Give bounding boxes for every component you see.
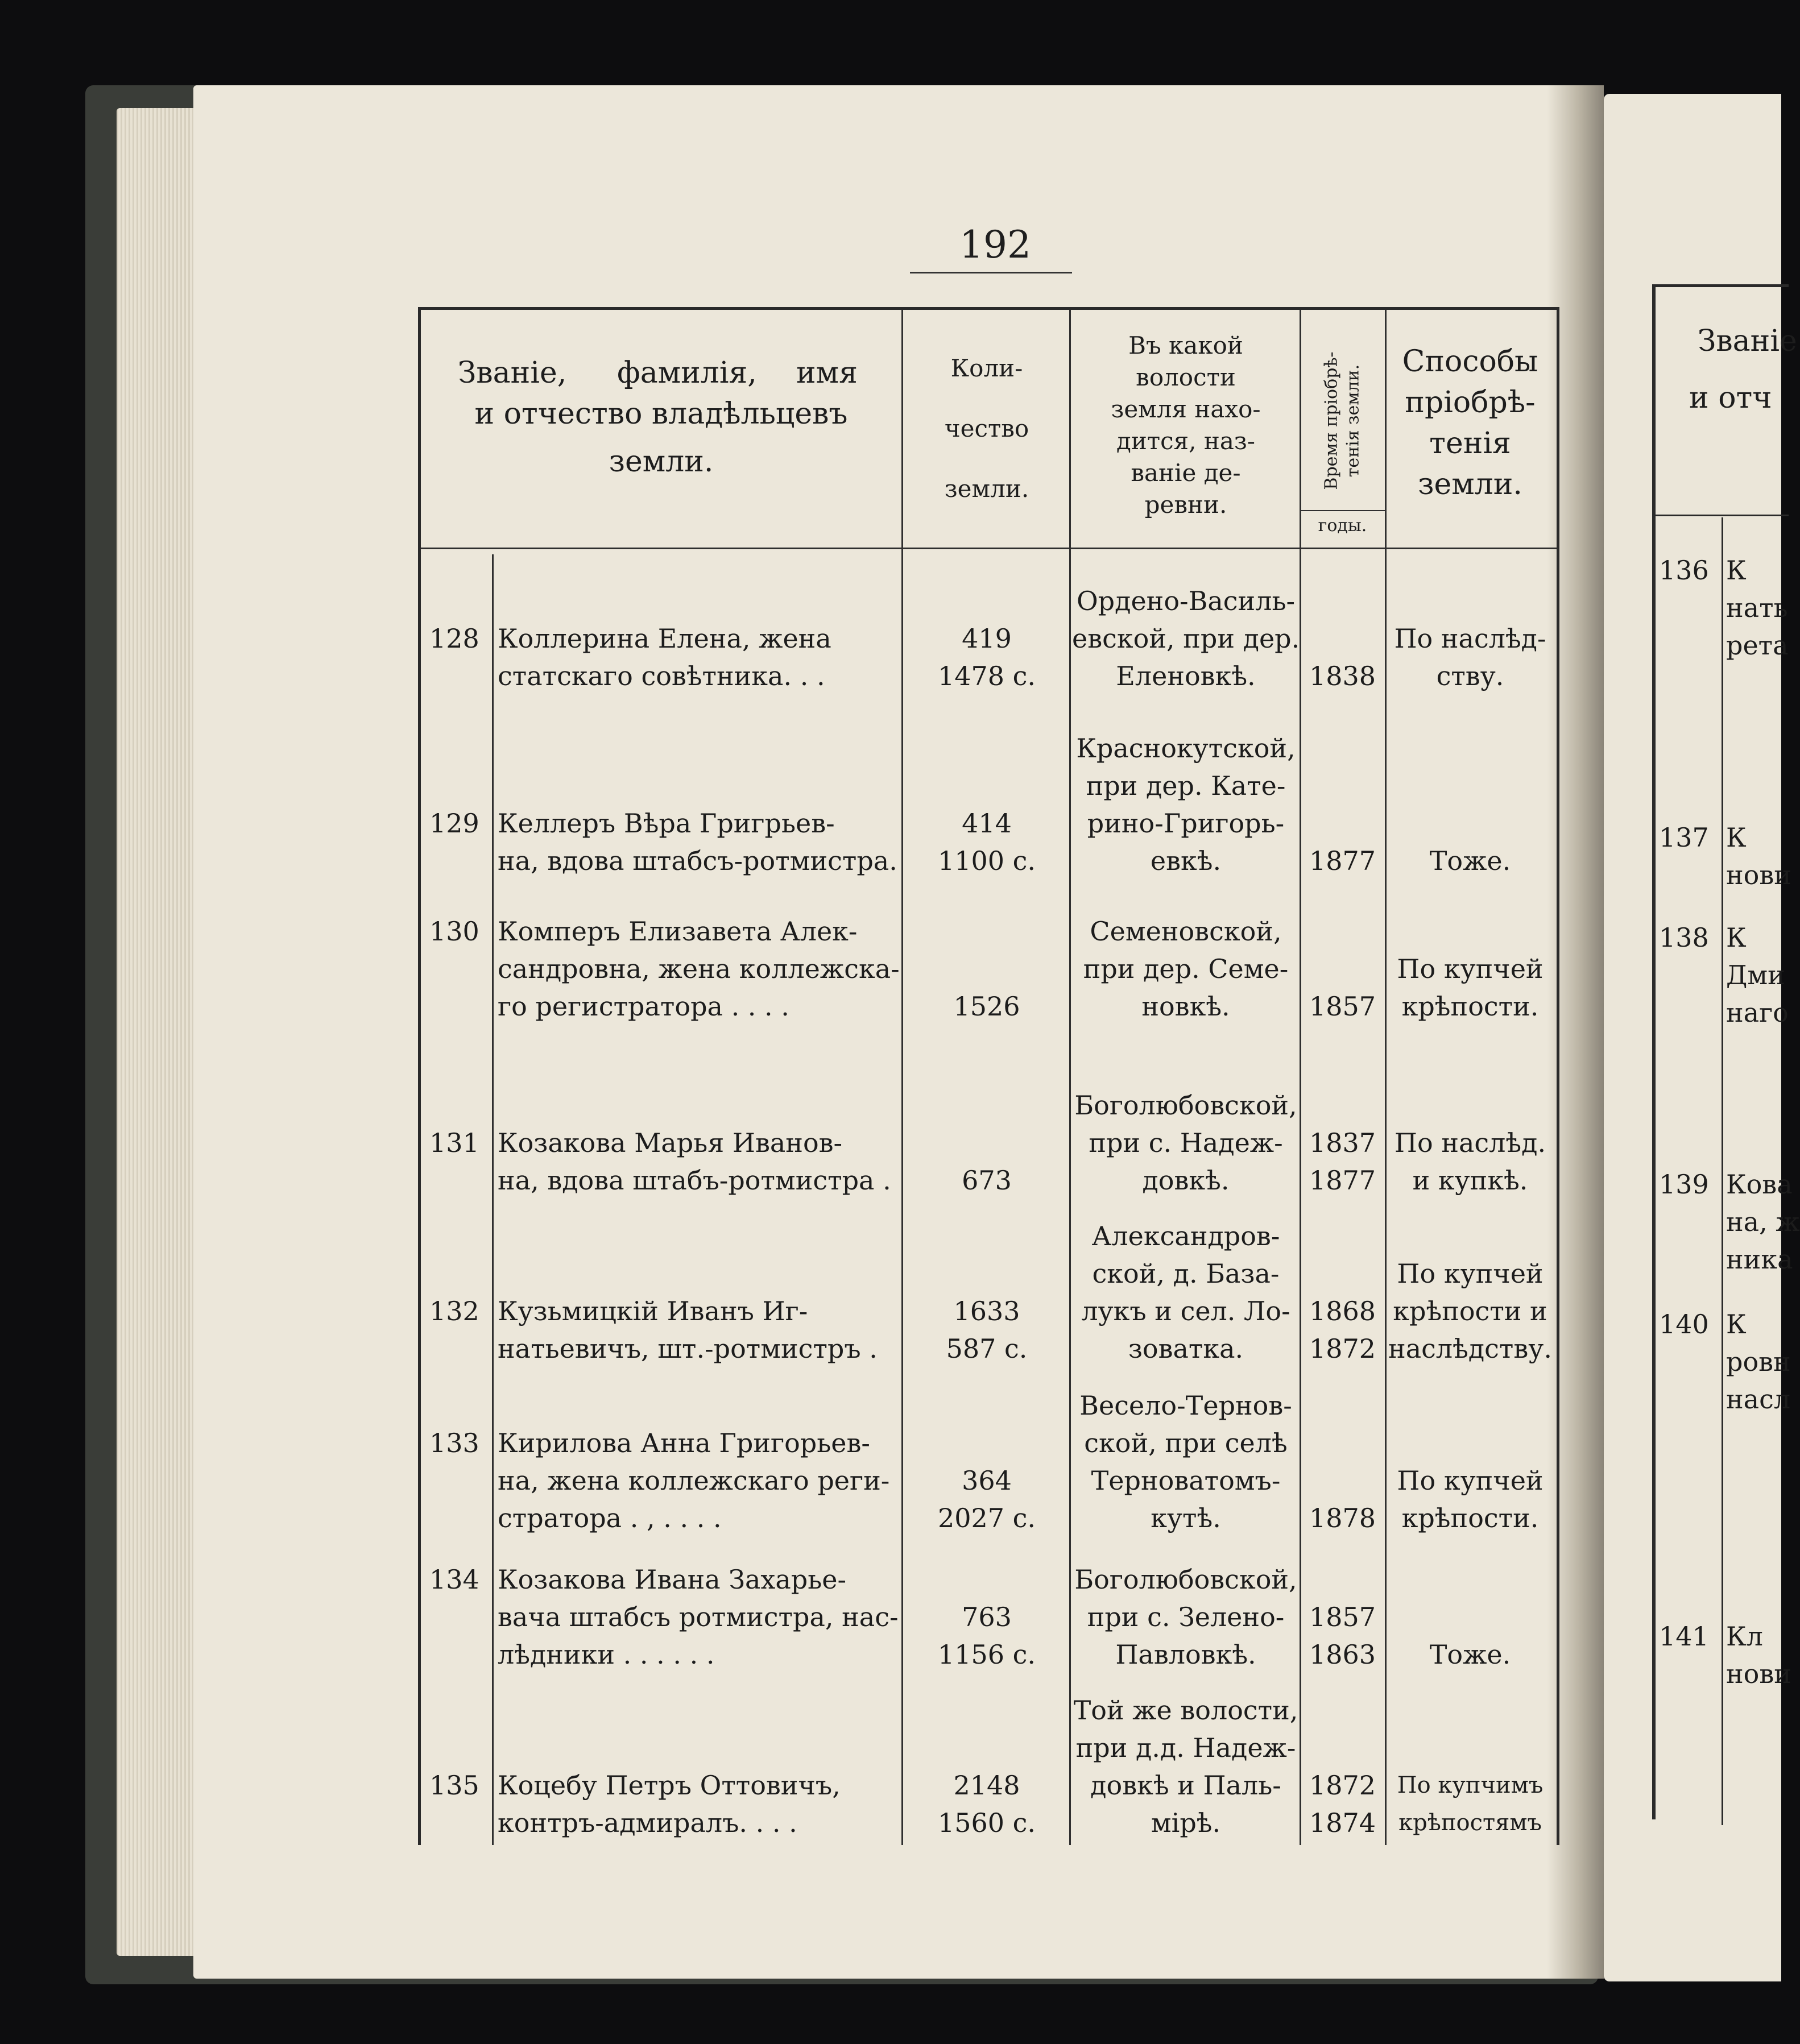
volost-location: при с. Зелено- [1087,1602,1285,1632]
next-row-fragment: Кл [1726,1621,1763,1652]
acquisition-method: По наслѣд- [1394,623,1546,654]
acquisition-year: 1874 [1309,1807,1376,1838]
row-number: 134 [429,1564,479,1595]
header-years: годы. [1318,516,1367,536]
acquisition-method: По наслѣд. [1394,1127,1546,1158]
volost-location: зоватка. [1128,1333,1244,1364]
land-amount: 364 [962,1465,1012,1496]
land-amount: 419 [962,623,1012,654]
next-row-fragment: нови [1726,1659,1791,1689]
volost-location: Краснокутской, [1076,733,1296,764]
land-amount: 673 [962,1165,1012,1196]
volost-location: при д.д. Надеж- [1075,1732,1296,1763]
acquisition-method: Тоже. [1429,1639,1511,1670]
acquisition-year: 1857 [1309,1602,1376,1632]
next-row-fragment: К [1726,922,1747,953]
volost-location: рино-Григорь- [1087,808,1285,839]
header-volost: Въ какой волости земля нахо- дится, наз- ваніе де- ревни. [1111,331,1261,519]
next-row-number: 138 [1659,922,1709,953]
next-row-fragment: наго [1726,997,1789,1028]
acquisition-year: 1877 [1309,845,1376,876]
acquisition-method: ству. [1436,661,1504,691]
volost-location: Александров- [1091,1221,1280,1251]
years-column-rule [1385,310,1387,1845]
next-row-fragment: К [1726,555,1747,586]
volost-location: при с. Надеж- [1089,1127,1283,1158]
land-amount: 414 [962,808,1012,839]
volost-location: Ордено-Василь- [1076,586,1296,616]
volost-location: лукъ и сел. Ло- [1081,1296,1290,1326]
owner-name: Козакова Ивана Захарье- [498,1564,847,1595]
land-amount: 2027 с. [937,1503,1036,1533]
next-page-header: Званіе [1698,324,1797,358]
next-row-fragment: нать [1726,592,1788,623]
owner-name: Коллерина Елена, жена [498,623,831,654]
acquisition-method: По купчимъ [1397,1772,1544,1798]
next-row-fragment: насл [1726,1384,1791,1415]
owner-name: Козакова Марья Иванов- [498,1127,843,1158]
acquisition-method: и купкѣ. [1412,1165,1528,1196]
acquisition-method: крѣпости. [1401,1503,1539,1533]
row-number: 133 [429,1428,479,1458]
land-amount: 1100 с. [937,845,1036,876]
page-number: 192 [959,223,1031,267]
owner-name: на, жена коллежскаго реги- [498,1465,890,1496]
acquisition-method: крѣпости и [1393,1296,1547,1326]
acquisition-method: По купчей [1397,1258,1544,1289]
row-number: 131 [429,1127,479,1158]
acquisition-method: По купчей [1397,1465,1544,1496]
owner-name: натьевичъ, шт.-ротмистръ . [498,1333,878,1364]
page-edge-stack [117,108,202,1956]
acquisition-year: 1837 [1309,1127,1376,1158]
row-number: 132 [429,1296,479,1326]
acquisition-year: 1872 [1309,1770,1376,1801]
land-owners-table [418,307,1559,1845]
header-acquisition-time: Время пріобрѣ- тенія земли. [1321,351,1363,490]
next-row-fragment: Дми [1726,960,1785,990]
owner-name: Комперъ Елизавета Алек- [498,916,858,947]
amount-column-rule [1069,310,1071,1845]
row-number: 128 [429,623,479,654]
next-row-fragment: рета [1726,630,1789,661]
volost-location: Боголюбовской, [1074,1090,1297,1121]
page-number-rule [910,272,1072,273]
volost-location: Боголюбовской, [1074,1564,1297,1595]
owner-name: статскаго совѣтника. . . [498,661,825,691]
row-number: 130 [429,916,479,947]
header-method: Способы пріобрѣ- тенія земли. [1402,345,1538,501]
number-column-rule [492,554,494,1845]
next-page-header: и отч [1689,381,1772,415]
row-number: 129 [429,808,479,839]
owner-name: контръ-адмиралъ. . . . [498,1807,797,1838]
volost-location: довкѣ. [1142,1165,1230,1196]
owner-column-rule [901,310,903,1845]
next-row-fragment: ника [1726,1244,1793,1275]
land-amount: 587 с. [946,1333,1028,1364]
owner-name: на, вдова штабъ-ротмистра . [498,1165,891,1196]
volost-location: Павловкѣ. [1115,1639,1256,1670]
next-row-fragment: Кова [1726,1169,1793,1200]
acquisition-method: наслѣдству. [1388,1333,1552,1364]
owner-name: сандровна, жена коллежска- [498,953,900,984]
header-owner: Званіе, фамилія, имя и отчество владѣльцевъ земли. [458,356,858,479]
acquisition-year: 1877 [1309,1165,1376,1196]
next-row-fragment: К [1726,1309,1747,1340]
owner-name: го регистратора . . . . [498,991,789,1022]
volost-location: ской, при селѣ [1084,1428,1288,1458]
acquisition-year: 1863 [1309,1639,1376,1670]
volost-location: Еленовкѣ. [1116,661,1256,691]
volost-location: Семеновской, [1090,916,1282,947]
owner-name: вача штабсъ ротмистра, нас- [498,1602,899,1632]
next-row-number: 136 [1659,555,1709,586]
acquisition-year: 1857 [1309,991,1376,1022]
owner-name: Кузьмицкій Иванъ Иг- [498,1296,808,1326]
volost-location: Весело-Тернов- [1079,1390,1292,1421]
owner-name: лѣдники . . . . . . [498,1639,715,1670]
acquisition-method: По купчей [1397,953,1544,984]
owner-name: Кирилова Анна Григорьев- [498,1428,870,1458]
volost-location: довкѣ и Паль- [1090,1770,1281,1801]
land-amount: 1633 [953,1296,1020,1326]
acquisition-year: 1878 [1309,1503,1376,1533]
acquisition-year: 1872 [1309,1333,1376,1364]
volost-location: при дер. Семе- [1083,953,1289,984]
acquisition-year: 1868 [1309,1296,1376,1326]
land-amount: 1526 [953,991,1020,1022]
volost-location: мірѣ. [1151,1807,1221,1838]
row-number: 135 [429,1770,479,1801]
owner-name: Коцебу Петръ Оттовичъ, [498,1770,841,1801]
land-amount: 2148 [953,1770,1020,1801]
next-row-fragment: на, ж [1726,1207,1800,1237]
owner-name: стратора . , . . . . [498,1503,722,1533]
volost-location: кутѣ. [1151,1503,1221,1533]
acquisition-method: крѣпостямъ [1398,1810,1542,1836]
volost-location: новкѣ. [1141,991,1230,1022]
next-page-fragment [1652,284,1800,1819]
land-amount: 1560 с. [937,1807,1036,1838]
acquisition-method: Тоже. [1429,845,1511,876]
next-row-fragment: нови [1726,860,1791,890]
acquisition-year: 1838 [1309,661,1376,691]
volost-location: при дер. Кате- [1086,770,1286,801]
owner-name: на, вдова штабсъ-ротмистра. [498,845,897,876]
next-row-fragment: К [1726,822,1747,853]
next-row-number: 139 [1659,1169,1709,1200]
volost-location: евкѣ. [1150,845,1222,876]
land-amount: 1156 с. [937,1639,1036,1670]
acquisition-method: крѣпости. [1401,991,1539,1022]
owner-name: Келлеръ Вѣра Григрьев- [498,808,835,839]
land-amount: 763 [962,1602,1012,1632]
header-amount: Коли- чество земли. [944,354,1029,503]
volost-location: Терноватомъ- [1091,1465,1281,1496]
volost-location: ской, д. База- [1092,1258,1280,1289]
next-row-fragment: ровн [1726,1346,1791,1377]
next-row-number: 141 [1659,1621,1709,1652]
next-row-number: 140 [1659,1309,1709,1340]
next-row-number: 137 [1659,822,1709,853]
volost-location: евской, при дер. [1072,623,1300,654]
volost-location: Той же волости, [1073,1695,1298,1726]
land-amount: 1478 с. [937,661,1036,691]
